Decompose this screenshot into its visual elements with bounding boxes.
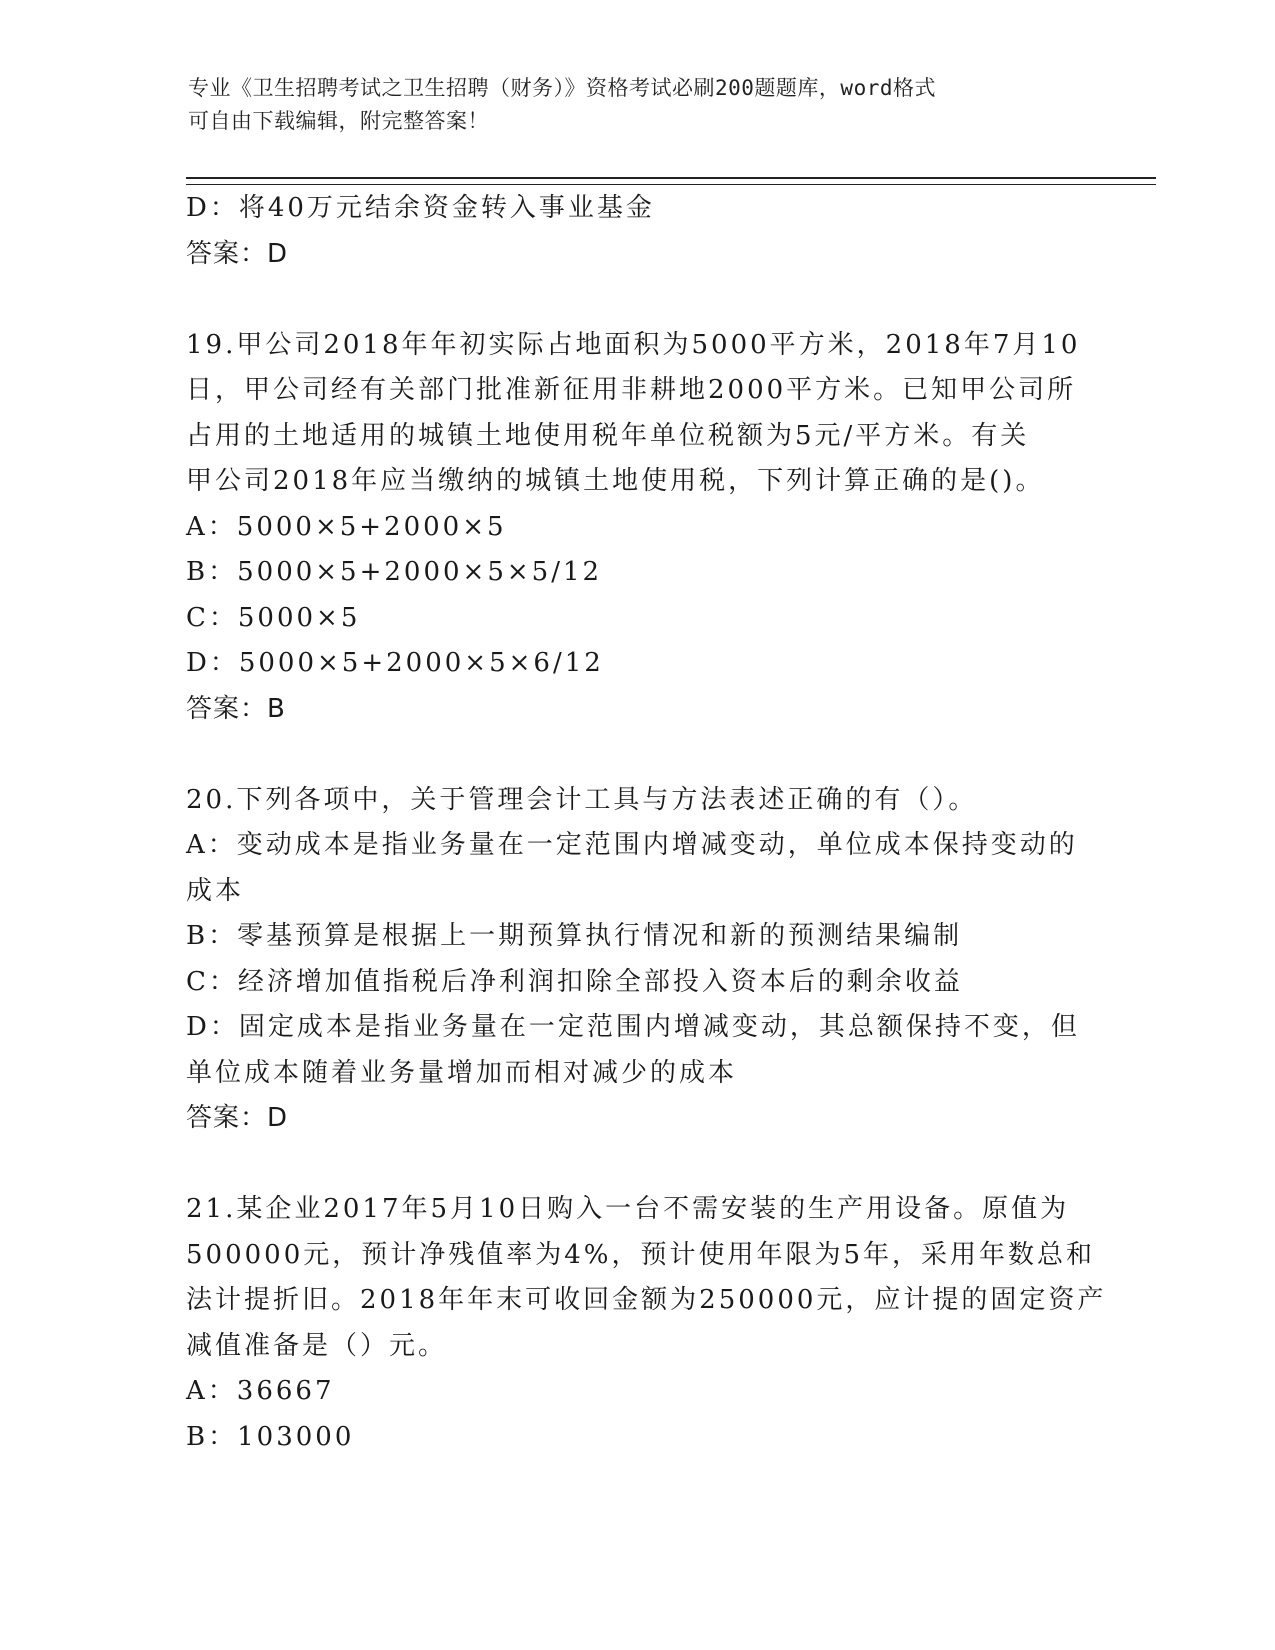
question-stem-line: 19.甲公司2018年年初实际占地面积为5000平方米，2018年7月10	[186, 329, 1081, 360]
question-stem-line: 日，甲公司经有关部门批准新征用非耕地2000平方米。已知甲公司所	[186, 375, 1077, 405]
option-a: A：36667	[186, 1376, 335, 1406]
option-b: B：103000	[186, 1421, 355, 1452]
answer: 答案：D	[186, 238, 289, 269]
spacer	[186, 277, 1086, 323]
question-stem-line: 甲公司2018年应当缴纳的城镇土地使用税，下列计算正确的是()。	[186, 466, 1045, 496]
option-a: A：变动成本是指业务量在一定范围内增减变动，单位成本保持变动的	[186, 830, 1078, 860]
header-line-2: 可自由下载编辑，附完整答案！	[188, 109, 489, 133]
option-a: A：5000×5+2000×5	[186, 511, 507, 542]
question-stem-line: 占用的土地适用的城镇土地使用税年单位税额为5元/平方米。有关	[186, 420, 1030, 451]
document-body	[186, 186, 1107, 1460]
question-20	[186, 778, 1086, 1142]
header-line-1: 专业《卫生招聘考试之卫生招聘（财务）》资格考试必刷200题题库，word格式	[188, 76, 936, 100]
question-21	[186, 1187, 1107, 1460]
question-19	[186, 323, 1086, 733]
question-stem-line: 500000元，预计净残值率为4%，预计使用年限为5年，采用年数总和	[186, 1239, 1096, 1270]
option-c: C：经济增加值指税后净利润扣除全部投入资本后的剩余收益	[186, 966, 963, 997]
option-b: B：5000×5+2000×5×5/12	[186, 557, 603, 587]
option-a-continued: 成本	[186, 875, 245, 906]
option-c: C：5000×5	[186, 602, 361, 633]
header-divider	[186, 177, 1156, 185]
spacer	[186, 1142, 1086, 1188]
question-stem-line: 20.下列各项中，关于管理会计工具与方法表述正确的有（）。	[186, 784, 978, 815]
option-d: D：5000×5+2000×5×6/12	[186, 648, 604, 678]
previous-question-tail	[186, 186, 1086, 277]
question-stem-line: 21.某企业2017年5月10日购入一台不需安装的生产用设备。原值为	[186, 1194, 1070, 1224]
question-stem-line: 减值准备是（）元。	[186, 1330, 448, 1361]
option-d: D：将40万元结余资金转入事业基金	[186, 193, 655, 223]
answer: 答案：D	[186, 1103, 289, 1133]
option-b: B：零基预算是根据上一期预算执行情况和新的预测结果编制	[186, 921, 963, 951]
answer: 答案：B	[186, 693, 286, 724]
document-header	[188, 72, 1088, 138]
spacer	[186, 732, 1086, 778]
option-d-continued: 单位成本随着业务量增加而相对减少的成本	[186, 1057, 738, 1088]
question-stem-line: 法计提折旧。2018年年末可收回金额为250000元，应计提的固定资产	[186, 1285, 1107, 1315]
option-d: D：固定成本是指业务量在一定范围内增减变动，其总额保持不变，但	[186, 1012, 1080, 1042]
